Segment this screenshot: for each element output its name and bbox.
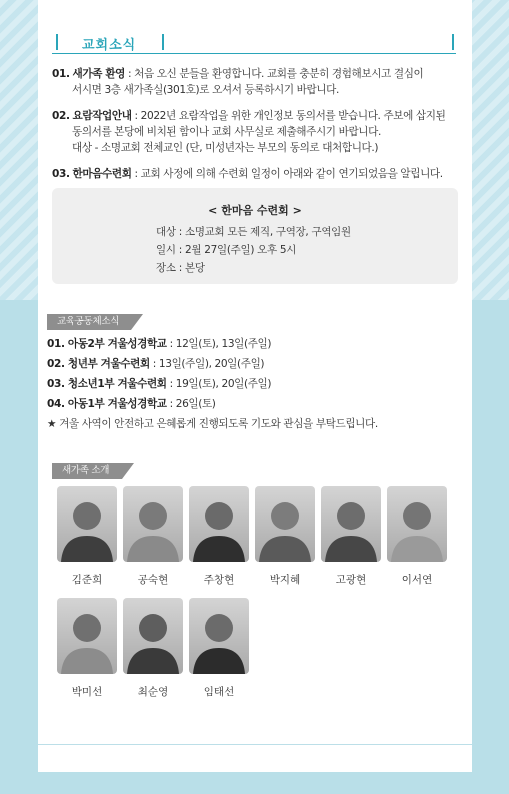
education-tag-label: 교육공동체소식	[57, 316, 120, 327]
member-photo	[123, 598, 183, 674]
news-text-continued: 동의서를 본당에 비치된 함이나 교회 사무실로 제출해주시기 바랍니다.	[72, 126, 381, 138]
member-name: 이서연	[401, 574, 433, 586]
member-photo	[255, 486, 315, 562]
person-silhouette-icon	[123, 486, 183, 562]
new-family-tag	[52, 463, 122, 479]
education-note: ★ 겨울 사역이 안전하고 은혜롭게 진행되도록 기도와 관심을 부탁드립니다.	[47, 418, 378, 430]
news-text-target: 대상 - 소명교회 전체교인 (단, 미성년자는 부모의 동의로 대처합니다.)	[72, 142, 379, 154]
member-photo	[321, 486, 381, 562]
education-item	[47, 396, 216, 411]
education-item-detail: : 26일(토)	[166, 398, 216, 410]
retreat-date: 일시 : 2월 27일(주일) 오후 5시	[156, 244, 297, 256]
news-title: 요람작업안내	[72, 110, 132, 122]
retreat-place: 장소 : 본당	[156, 262, 205, 274]
member-name: 주창현	[203, 574, 235, 586]
education-tag-tip	[131, 314, 143, 330]
bottom-divider	[38, 744, 472, 745]
person-silhouette-icon	[189, 486, 249, 562]
person-silhouette-icon	[123, 598, 183, 674]
education-item-detail: : 19일(토), 20일(주일)	[166, 378, 272, 390]
retreat-title: < 한마음 수련회 >	[208, 204, 302, 217]
education-item-title: 04. 아동1부 겨울성경학교	[47, 398, 167, 410]
retreat-target: 대상 : 소명교회 모든 제직, 구역장, 구역임원	[156, 226, 351, 238]
page-title: 교회소식	[82, 38, 137, 53]
member-photo	[57, 486, 117, 562]
education-item	[47, 336, 271, 351]
education-item-title: 01. 아동2부 겨울성경학교	[47, 338, 167, 350]
person-silhouette-icon	[255, 486, 315, 562]
news-text-continued: 서시면 3층 새가족실(301호)로 오셔서 등록하시기 바랍니다.	[72, 84, 339, 96]
education-item	[47, 356, 264, 371]
header-mid-bar	[162, 34, 164, 50]
news-number: 01.	[52, 68, 70, 80]
education-item-detail: : 12일(토), 13일(주일)	[166, 338, 272, 350]
news-text: : 2022년 요람작업을 위한 개인정보 동의서를 받습니다. 주보에 삽지된	[131, 110, 446, 122]
education-item-title: 03. 청소년1부 겨울수련회	[47, 378, 167, 390]
person-silhouette-icon	[189, 598, 249, 674]
news-title: 새가족 환영	[72, 68, 126, 80]
education-item	[47, 376, 271, 391]
member-photo	[123, 486, 183, 562]
news-number: 03.	[52, 168, 70, 180]
member-name: 임태선	[203, 686, 235, 698]
retreat-info-box	[52, 188, 458, 284]
education-item-detail: : 13일(주일), 20일(주일)	[149, 358, 265, 370]
member-name: 박지혜	[269, 574, 301, 586]
member-name: 고광현	[335, 574, 367, 586]
news-item-directory	[52, 108, 445, 156]
news-item-retreat	[52, 166, 443, 182]
person-silhouette-icon	[57, 486, 117, 562]
member-name: 최순영	[137, 686, 169, 698]
news-number: 02.	[52, 110, 70, 122]
new-family-tag-label: 새가족 소개	[62, 465, 110, 476]
member-photo	[387, 486, 447, 562]
education-tag	[47, 314, 131, 330]
person-silhouette-icon	[57, 598, 117, 674]
new-family-tag-tip	[122, 463, 134, 479]
news-text: : 처음 오신 분들을 환영합니다. 교회를 충분히 경험해보시고 결심이	[125, 68, 424, 80]
person-silhouette-icon	[387, 486, 447, 562]
member-name: 김준희	[71, 574, 103, 586]
header-left-bar	[56, 34, 58, 50]
member-photo	[57, 598, 117, 674]
education-item-title: 02. 청년부 겨울수련회	[47, 358, 150, 370]
news-item-welcome	[52, 66, 423, 98]
news-title: 한마음수련회	[72, 168, 132, 180]
news-text: : 교회 사정에 의해 수련회 일정이 아래와 같이 연기되었음을 알립니다.	[131, 168, 443, 180]
header-right-bar	[452, 34, 454, 50]
person-silhouette-icon	[321, 486, 381, 562]
member-photo	[189, 486, 249, 562]
member-name: 공숙현	[137, 574, 169, 586]
member-photo	[189, 598, 249, 674]
member-name: 박미선	[71, 686, 103, 698]
